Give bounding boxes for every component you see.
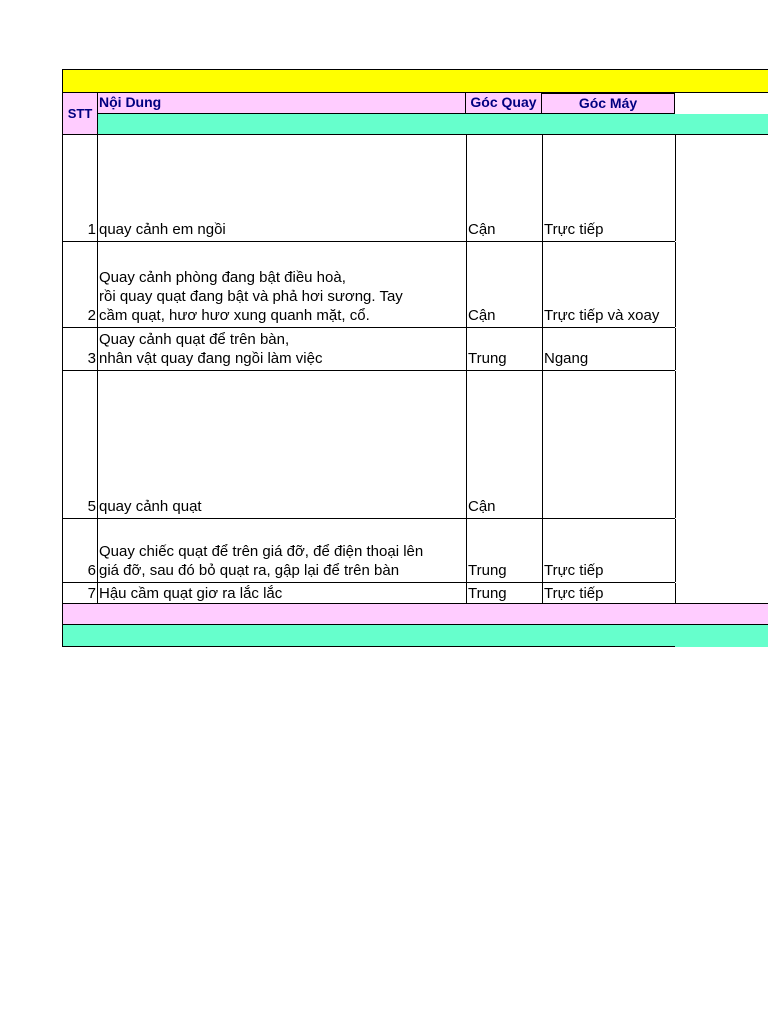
row-number: 3 xyxy=(63,328,98,370)
row-content: Quay cảnh phòng đang bật điều hoà, rồi quay quạt đang bật và phả hơi sương. Tay cầm quạt, hươ hươ xung quanh mặt, cổ. xyxy=(98,242,467,327)
row-goc-quay: Cận xyxy=(467,242,543,327)
footer-pink-band xyxy=(62,603,768,625)
row-goc-may: Trực tiếp xyxy=(543,135,676,241)
table-row xyxy=(62,519,675,583)
row-goc-may: Trực tiếp xyxy=(543,519,676,582)
table-row xyxy=(62,371,675,519)
row-content: Hậu cầm quạt giơ ra lắc lắc xyxy=(98,583,467,603)
subheader-band xyxy=(98,114,768,135)
row-content: quay cảnh quạt xyxy=(98,371,467,518)
header-goc-quay: Góc Quay xyxy=(466,93,542,114)
row-goc-may: Trực tiếp xyxy=(543,583,676,603)
header-noi-dung: Nội Dung xyxy=(98,93,466,114)
title-band xyxy=(62,69,768,93)
row-goc-may xyxy=(543,371,676,518)
row-content: Quay cảnh quạt để trên bàn, nhân vật quay đang ngồi làm việc xyxy=(98,328,467,370)
table-row xyxy=(62,242,675,328)
row-number: 2 xyxy=(63,242,98,327)
header-stt: STT xyxy=(62,93,98,135)
table-bottom-border xyxy=(62,646,675,647)
table-row xyxy=(62,135,675,242)
row-goc-quay: Trung xyxy=(467,519,543,582)
row-number: 5 xyxy=(63,371,98,518)
row-goc-quay: Trung xyxy=(467,583,543,603)
table-row xyxy=(62,328,675,371)
row-number: 6 xyxy=(63,519,98,582)
row-goc-may: Trực tiếp và xoay xyxy=(543,242,676,327)
row-number: 1 xyxy=(63,135,98,241)
table-row xyxy=(62,583,675,603)
row-content: quay cảnh em ngồi xyxy=(98,135,467,241)
row-goc-quay: Trung xyxy=(467,328,543,370)
row-number: 7 xyxy=(63,583,98,603)
row-goc-may: Ngang xyxy=(543,328,676,370)
row-goc-quay: Cận xyxy=(467,371,543,518)
row-goc-quay: Cận xyxy=(467,135,543,241)
row-content: Quay chiếc quạt để trên giá đỡ, để điện thoại lên giá đỡ, sau đó bỏ quạt ra, gập lại để trên bàn xyxy=(98,519,467,582)
header-goc-may: Góc Máy xyxy=(542,93,675,114)
footer-green-band xyxy=(62,625,768,647)
